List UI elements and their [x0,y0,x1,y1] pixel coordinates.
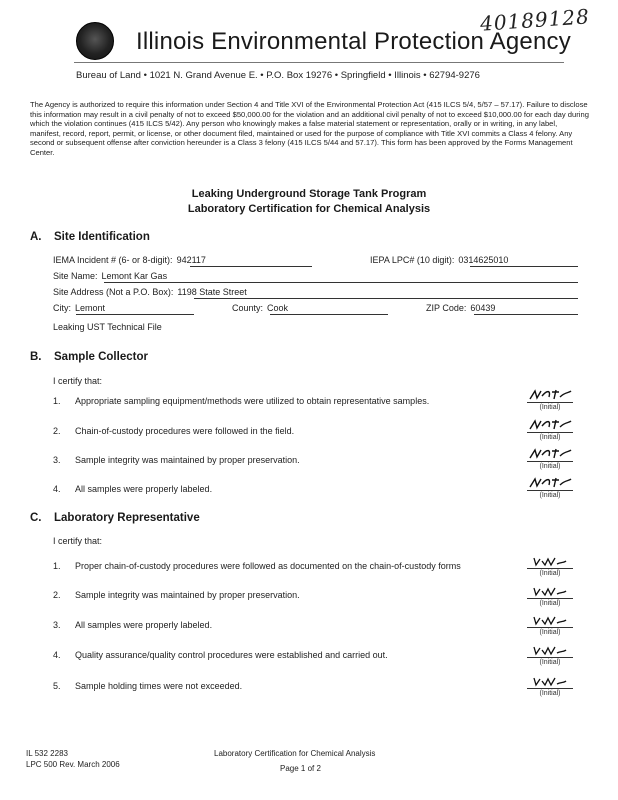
initial-underline [527,461,573,462]
lpc-number-label: IEPA LPC# (10 digit): [370,255,455,265]
incident-number-field [53,255,206,265]
lab-item [53,681,242,691]
city-value[interactable]: Lemont [75,303,106,313]
section-letter: A. [30,231,42,243]
initial-label: (Initial) [539,463,561,470]
collector-item [53,455,300,465]
agency-name: Illinois Environmental Protection Agency [136,28,571,55]
initial-label: (Initial) [539,434,561,441]
incident-number-underline [190,266,312,267]
footer-center-title: Laboratory Certification for Chemical Analysis [214,749,376,758]
initial-underline [527,688,573,689]
footer-revision: LPC 500 Rev. March 2006 [26,760,120,769]
section-letter: B. [30,351,42,363]
city-field [53,303,105,313]
site-name-value[interactable]: Lemont Kar Gas [101,271,168,281]
site-address-label: Site Address (Not a P.O. Box): [53,287,174,297]
section-title: Laboratory Representative [54,512,200,524]
collector-initial-1[interactable] [520,388,580,411]
form-title-line2: Laboratory Certification for Chemical Analysis [187,203,431,215]
item-text: All samples were properly labeled. [75,484,213,494]
section-a-heading [30,231,150,243]
handwritten-initials-icon [530,643,570,657]
initial-label: (Initial) [539,404,561,411]
collector-certify-intro: I certify that: [53,376,103,386]
site-name-field [53,271,167,281]
lab-certify-intro: I certify that: [53,536,103,546]
initial-underline [527,657,573,658]
city-underline [76,314,194,315]
site-address-field [53,287,247,297]
city-label: City: [53,303,71,313]
initial-underline [527,568,573,569]
item-number: 3. [53,620,61,630]
item-text: All samples were properly labeled. [75,620,213,630]
initial-underline [527,627,573,628]
item-text: Quality assurance/quality control procedures were established and carried out. [75,650,388,660]
state-seal-icon [76,22,114,60]
county-underline [270,314,388,315]
handwritten-initials-icon [530,613,570,627]
initial-label: (Initial) [539,600,561,607]
site-name-underline [104,282,578,283]
handwritten-initials-icon [530,584,570,598]
lab-initial-4[interactable] [520,643,580,666]
collector-item [53,484,212,494]
item-text: Appropriate sampling equipment/methods were utilized to obtain representative samples. [75,396,430,406]
lab-item [53,620,212,630]
item-text: Sample integrity was maintained by proper preservation. [75,455,300,465]
technical-file-note: Leaking UST Technical File [53,322,162,332]
incident-number-label: IEMA Incident # (6- or 8-digit): [53,255,173,265]
item-number: 2. [53,426,61,436]
collector-initial-4[interactable] [520,476,580,499]
lpc-number-value[interactable]: 0314625010 [458,255,509,265]
collector-initial-2[interactable] [520,418,580,441]
lab-initial-5[interactable] [520,674,580,697]
lab-initial-2[interactable] [520,584,580,607]
item-text: Sample integrity was maintained by proper preservation. [75,590,300,600]
handwritten-initials-icon [527,476,573,490]
item-number: 5. [53,681,61,691]
collector-item [53,426,294,436]
collector-initial-3[interactable] [520,447,580,470]
handwritten-initials-icon [527,418,573,432]
lpc-number-underline [470,266,578,267]
item-number: 2. [53,590,61,600]
initial-label: (Initial) [539,570,561,577]
handwritten-initials-icon [527,447,573,461]
handwritten-initials-icon [527,388,573,402]
initial-underline [527,402,573,403]
zip-field [426,303,495,313]
lab-item [53,590,300,600]
agency-address: Bureau of Land • 1021 N. Grand Avenue E. • P.O. Box 19276 • Springfield • Illinois • 62794-9276 [76,70,480,81]
legal-notice: The Agency is authorized to require this information under Section 4 and Title XVI of the Environmental Protection Act (415 ILCS 5/4, 5/57 – 57.17). Failure to disclose this information may result in a civil penalty of not to exceed $50,000.00 for the violation and an additional civil penalty of not to exceed $10,000.00 for each day during which the violation continues (415 ILCS 5/42). Any person who knowingly makes a false material statement or representation, orally or in writing, in any label, manifest, record, report, permit, or license, or other document filed, maintained or used for the purpose of compliance with Title XVI commits a Class 4 felony. Any second or subsequent offense after conviction hereunder is a Class 3 felony (415 ILCS 5/44 and 57.17). This form has been approved by the Forms Management Center. [30,100,589,157]
lpc-number-field [370,255,508,265]
initial-label: (Initial) [539,690,561,697]
initial-label: (Initial) [539,492,561,499]
item-text: Chain-of-custody procedures were followed in the field. [75,426,295,436]
footer-page-number: Page 1 of 2 [280,764,321,773]
item-number: 3. [53,455,61,465]
item-number: 4. [53,484,61,494]
county-field [232,303,288,313]
initial-underline [527,432,573,433]
county-label: County: [232,303,264,313]
site-address-underline [194,298,578,299]
site-address-value[interactable]: 1198 State Street [177,287,247,297]
lab-item [53,650,388,660]
section-b-heading [30,351,148,363]
header-divider [74,62,564,63]
section-title: Site Identification [54,231,150,243]
item-number: 4. [53,650,61,660]
initial-label: (Initial) [539,659,561,666]
item-text: Proper chain-of-custody procedures were followed as documented on the chain-of-custody forms [75,561,461,571]
item-number: 1. [53,396,61,406]
collector-item [53,396,429,406]
incident-number-value[interactable]: 942117 [176,255,206,265]
site-name-label: Site Name: [53,271,98,281]
initial-underline [527,598,573,599]
form-title-line1: Leaking Underground Storage Tank Program [191,188,427,200]
lab-initial-3[interactable] [520,613,580,636]
item-text: Sample holding times were not exceeded. [75,681,243,691]
handwritten-initials-icon [530,554,570,568]
lab-item [53,561,461,571]
section-c-heading [30,512,200,524]
footer-form-code: IL 532 2283 [26,749,68,758]
zip-underline [474,314,578,315]
zip-value[interactable]: 60439 [470,303,496,313]
lab-initial-1[interactable] [520,554,580,577]
section-title: Sample Collector [54,351,148,363]
zip-label: ZIP Code: [426,303,467,313]
item-number: 1. [53,561,61,571]
handwritten-initials-icon [530,674,570,688]
section-letter: C. [30,512,42,524]
initial-underline [527,490,573,491]
county-value[interactable]: Cook [267,303,289,313]
handwritten-document-number: 40189128 [479,4,591,36]
initial-label: (Initial) [539,629,561,636]
